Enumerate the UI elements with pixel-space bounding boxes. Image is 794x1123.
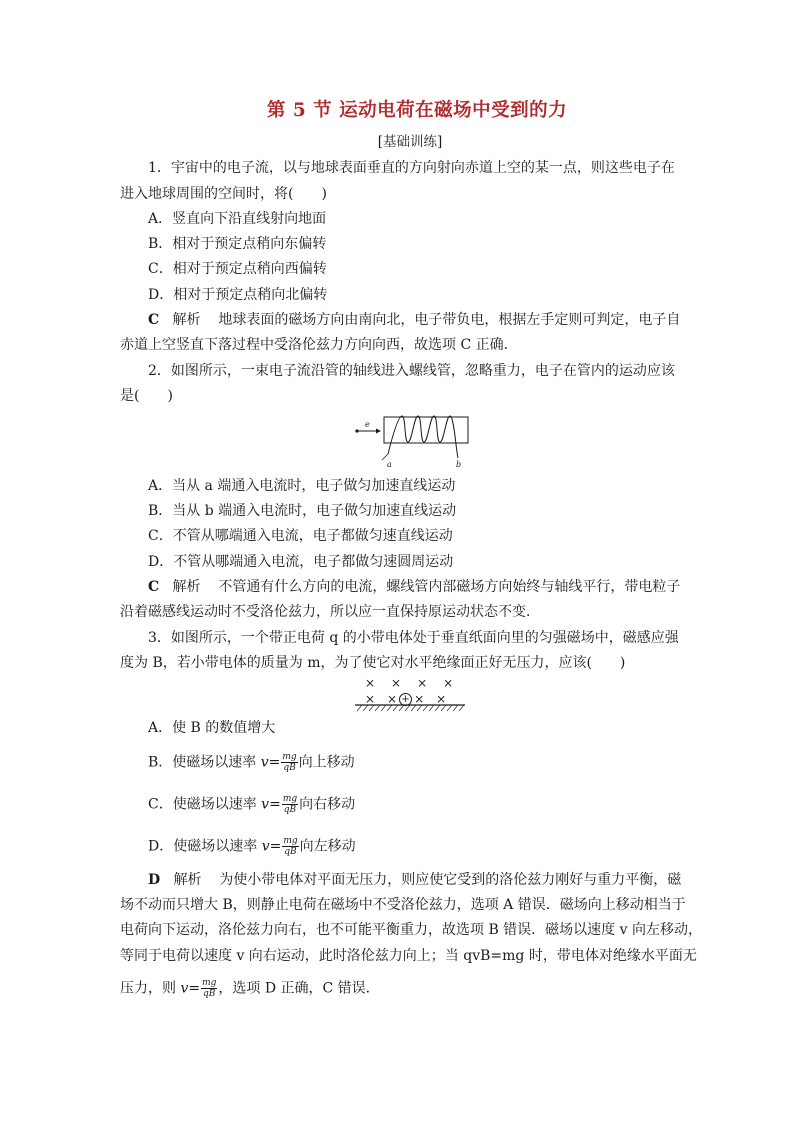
q2-stem-line1: 2．如图所示，一束电子流沿管的轴线进入螺线管，忽略重力，电子在管内的运动应该 — [148, 363, 675, 379]
label-e: e — [365, 420, 370, 429]
q2-analysis-label: 解析 — [172, 579, 201, 595]
q1-option-d: D．相对于预定点稍向北偏转 — [148, 287, 328, 303]
q2-option-d: D．不管从哪端通入电流，电子都做匀速圆周运动 — [148, 554, 454, 570]
solenoid-coil — [388, 416, 458, 458]
q3-analysis-line4: 等同于电荷以速度 v 向右运动，此时洛伦兹力向上；当 qvB=mg 时，带电体对绝缘水平面无 — [120, 948, 697, 964]
q3-analysis-line5: 压力，则 v= $\frac{mg}{qB}$ ，选项 D 正确，C 错误． — [120, 978, 380, 999]
q3-analysis-line3: 电荷向下运动，洛伦兹力向右，也不可能平衡重力，故选项 B 错误．磁场以速度 v 向左移动， — [120, 922, 702, 938]
q1-answer: C — [148, 312, 160, 328]
q3-option-b: B．使磁场以速率 v= $\frac{mg}{qB}$ 向上移动 — [148, 752, 355, 773]
field-row1: × × × × — [365, 676, 456, 690]
label-a: a — [387, 460, 392, 469]
q3-analysis-line1: D 解析 为使小带电体对平面无压力，则应使它受到的洛伦兹力刚好与重力平衡，磁 — [148, 872, 682, 888]
q1-analysis-label: 解析 — [172, 312, 201, 328]
q3-analysis-line2: 场不动而只增大 B，则静止电荷在磁场中不受洛伦兹力，选项 A 错误．磁场向上移动相当于 — [120, 897, 686, 913]
q3-stem-line2: 度为 B，若小带电体的质量为 m，为了使它对水平绝缘面正好无压力，应该( ) — [120, 655, 626, 671]
fraction-mg-over-qb: $\frac{mg}{qB}$ — [282, 752, 297, 773]
q1-option-a: A．竖直向下沿直线射向地面 — [148, 211, 327, 227]
page-title: 第 5 节 运动电荷在磁场中受到的力 — [266, 100, 568, 121]
fraction-mg-over-qb: $\frac{mg}{qB}$ — [282, 794, 298, 815]
magnetic-field-figure — [355, 674, 465, 714]
q2-option-c: C．不管从哪端通入电流，电子都做匀速直线运动 — [148, 528, 453, 544]
q1-stem-line1: 1．宇宙中的电子流，以与地球表面垂直的方向射向赤道上空的某一点，则这些电子在 — [148, 160, 675, 176]
q2-option-b: B．当从 b 端通入电流时，电子做匀加速直线运动 — [148, 503, 457, 519]
q2-analysis-line2: 沿着磁感线运动时不受洛伦兹力，所以应一直保持原运动状态不变． — [120, 604, 540, 620]
q1-analysis-line2: 赤道上空竖直下落过程中受洛伦兹力方向向西，故选项 C 正确． — [120, 337, 518, 353]
q3-option-d: D．使磁场以速率 v= $\frac{mg}{qB}$ 向左移动 — [148, 836, 356, 857]
q1-analysis-line1: C 解析 地球表面的磁场方向由南向北，电子带负电，根据左手定则可判定，电子自 — [148, 312, 681, 328]
field-row2: × × + × × — [365, 692, 447, 706]
q3-stem-line1: 3．如图所示，一个带正电荷 q 的小带电体处于垂直纸面向里的匀强磁场中，磁感应强 — [148, 630, 679, 646]
q2-stem-line2: 是( ) — [120, 388, 173, 404]
electron-arrowhead — [376, 429, 381, 434]
q2-analysis-line1: C 解析 不管通有什么方向的电流，螺线管内部磁场方向始终与轴线平行，带电粒子 — [148, 579, 681, 595]
insulating-surface — [355, 704, 465, 712]
q3-analysis-label: 解析 — [173, 872, 202, 888]
fraction-mg-over-qb: $\frac{mg}{qB}$ — [283, 836, 298, 857]
charge-plus-icon: + — [399, 693, 412, 706]
section-label: [基础训练] — [377, 134, 443, 150]
q1-option-b: B．相对于预定点稍向东偏转 — [148, 236, 327, 252]
q3-answer: D — [148, 872, 161, 888]
q2-answer: C — [148, 579, 160, 595]
q1-stem-line2: 进入地球周围的空间时，将( ) — [120, 186, 327, 202]
q3-option-a: A．使 B 的数值增大 — [148, 720, 276, 736]
solenoid-figure — [348, 410, 478, 470]
q2-option-a: A．当从 a 端通入电流时，电子做匀加速直线运动 — [148, 478, 456, 494]
q3-option-c: C．使磁场以速率 v= $\frac{mg}{qB}$ 向右移动 — [148, 794, 356, 815]
fraction-mg-over-qb: $\frac{mg}{qB}$ — [202, 978, 217, 999]
q1-option-c: C．相对于预定点稍向西偏转 — [148, 261, 327, 277]
label-b: b — [456, 460, 462, 469]
